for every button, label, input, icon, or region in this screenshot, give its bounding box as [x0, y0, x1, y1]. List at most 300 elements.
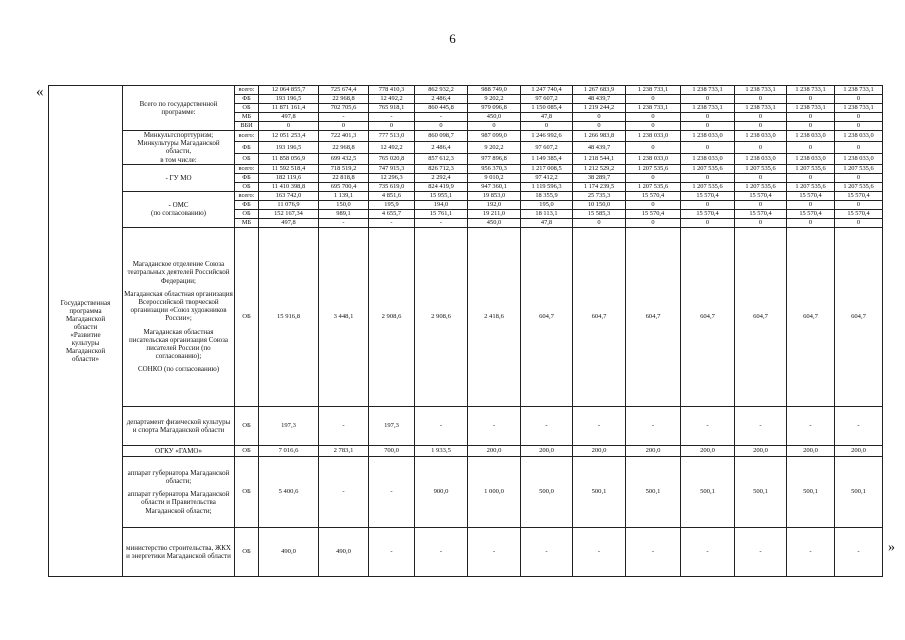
value-cell: 200,0 — [521, 445, 573, 456]
value-cell: 0 — [735, 200, 787, 209]
value-cell: 0 — [787, 218, 835, 227]
value-cell: 1 207 535,6 — [735, 182, 787, 191]
value-cell: 200,0 — [573, 445, 626, 456]
value-cell: 0 — [681, 142, 735, 153]
value-cell: 48 439,7 — [573, 95, 626, 104]
value-cell: 0 — [626, 95, 681, 104]
value-cell: 15 570,4 — [626, 191, 681, 200]
value-cell: 450,0 — [468, 218, 521, 227]
value-cell: 200,0 — [735, 445, 787, 456]
value-cell: 824 419,9 — [415, 182, 468, 191]
value-cell: 1 000,0 — [468, 456, 521, 527]
value-cell: 500,1 — [787, 456, 835, 527]
value-cell: 10 150,0 — [573, 200, 626, 209]
value-cell: 1 207 535,6 — [787, 164, 835, 173]
value-cell: - — [319, 218, 369, 227]
value-cell: 9 202,2 — [468, 142, 521, 153]
value-cell: 1 238 733,1 — [681, 86, 735, 95]
funding-source-cell: ФБ — [235, 200, 259, 209]
value-cell: 200,0 — [626, 445, 681, 456]
value-cell: 0 — [835, 200, 883, 209]
value-cell: - — [835, 406, 883, 445]
value-cell: 18 113,1 — [521, 209, 573, 218]
value-cell: 11 410 398,8 — [259, 182, 319, 191]
table-row — [49, 191, 883, 200]
funding-source-cell: ОБ — [235, 227, 259, 406]
value-cell: 604,7 — [735, 227, 787, 406]
executor-paragraph: СОНКО (по согласованию) — [137, 365, 220, 374]
funding-source-cell: ОБ — [235, 153, 259, 164]
value-cell: 15 570,4 — [626, 209, 681, 218]
value-cell: 97 412,2 — [521, 173, 573, 182]
budget-table — [48, 85, 883, 577]
value-cell: 1 238 733,1 — [735, 104, 787, 113]
value-cell: 1 150 085,4 — [521, 104, 573, 113]
value-cell: 0 — [681, 95, 735, 104]
value-cell: 22 968,8 — [319, 95, 369, 104]
value-cell: 1 238 733,1 — [735, 86, 787, 95]
value-cell: 11 592 518,4 — [259, 164, 319, 173]
value-cell: 0 — [369, 122, 415, 131]
program-name-line: культуры — [71, 338, 100, 347]
value-cell: 12 296,3 — [369, 173, 415, 182]
value-cell: 1 247 740,4 — [521, 86, 573, 95]
value-cell: 1 238 033,0 — [835, 131, 883, 142]
value-cell: 0 — [681, 173, 735, 182]
executor-paragraph: Магаданская областная организация Всероссийской творческой организации «Союз художников России»; — [124, 289, 233, 323]
value-cell: 490,0 — [319, 527, 369, 576]
value-cell: 0 — [787, 113, 835, 122]
executor-cell — [123, 406, 235, 445]
value-cell: 1 266 983,8 — [573, 131, 626, 142]
executor-line: Минкультуры Магаданской — [137, 139, 220, 148]
program-name-line: программа — [69, 306, 102, 315]
value-cell: 1 238 033,0 — [626, 131, 681, 142]
value-cell: - — [319, 113, 369, 122]
value-cell: 490,0 — [259, 527, 319, 576]
program-name-cell — [49, 86, 123, 577]
value-cell: 0 — [681, 122, 735, 131]
value-cell: 0 — [626, 173, 681, 182]
value-cell: 1 207 535,6 — [835, 182, 883, 191]
value-cell: 3 448,1 — [319, 227, 369, 406]
value-cell: 988 749,0 — [468, 86, 521, 95]
value-cell: 860 098,7 — [415, 131, 468, 142]
value-cell: 47,8 — [521, 113, 573, 122]
value-cell: 450,0 — [468, 113, 521, 122]
value-cell: 1 207 535,6 — [735, 164, 787, 173]
value-cell: 1 207 535,6 — [626, 164, 681, 173]
value-cell: 1 149 385,4 — [521, 153, 573, 164]
funding-source-cell: ФБ — [235, 95, 259, 104]
value-cell: 200,0 — [468, 445, 521, 456]
value-cell: 500,1 — [626, 456, 681, 527]
value-cell: 765 918,1 — [369, 104, 415, 113]
funding-source-cell: ОБ — [235, 104, 259, 113]
value-cell: 0 — [626, 218, 681, 227]
value-cell: 25 735,3 — [573, 191, 626, 200]
value-cell: 0 — [681, 113, 735, 122]
value-cell: 2 418,6 — [468, 227, 521, 406]
value-cell: 2 908,6 — [369, 227, 415, 406]
value-cell: 7 016,6 — [259, 445, 319, 456]
value-cell: 0 — [259, 122, 319, 131]
value-cell: 200,0 — [787, 445, 835, 456]
value-cell: 12 492,2 — [369, 95, 415, 104]
value-cell: 200,0 — [681, 445, 735, 456]
value-cell: 0 — [735, 122, 787, 131]
funding-source-cell: ОБ — [235, 406, 259, 445]
value-cell: 0 — [626, 142, 681, 153]
value-cell: 150,0 — [319, 200, 369, 209]
value-cell: 1 238 733,1 — [787, 104, 835, 113]
value-cell: 97 607,2 — [521, 95, 573, 104]
value-cell: 0 — [626, 200, 681, 209]
value-cell: 0 — [735, 173, 787, 182]
value-cell: 15 955,1 — [415, 191, 468, 200]
funding-source-cell: ОБ — [235, 456, 259, 527]
value-cell: 702 705,6 — [319, 104, 369, 113]
value-cell: 15 570,4 — [835, 191, 883, 200]
value-cell: 15 916,8 — [259, 227, 319, 406]
value-cell: 0 — [835, 142, 883, 153]
executor-cell — [123, 131, 235, 165]
value-cell: 0 — [468, 122, 521, 131]
value-cell: 604,7 — [681, 227, 735, 406]
value-cell: 22 818,8 — [319, 173, 369, 182]
value-cell: 1 238 033,0 — [835, 153, 883, 164]
executor-cell — [123, 164, 235, 191]
value-cell: 0 — [735, 113, 787, 122]
value-cell: 1 139,1 — [319, 191, 369, 200]
value-cell: 1 218 544,1 — [573, 153, 626, 164]
value-cell: 777 513,0 — [369, 131, 415, 142]
table-row — [49, 456, 883, 527]
value-cell: 0 — [835, 122, 883, 131]
executor-line: - ГУ МО — [165, 173, 192, 182]
executor-cell — [123, 191, 235, 227]
table-row — [49, 86, 883, 95]
value-cell: 9 010,2 — [468, 173, 521, 182]
executor-paragraph: аппарат губернатора Магаданской области и Правительства Магаданской области; — [127, 490, 230, 515]
value-cell: - — [521, 406, 573, 445]
value-cell: 2 486,4 — [415, 95, 468, 104]
value-cell: 860 445,8 — [415, 104, 468, 113]
value-cell: 0 — [787, 142, 835, 153]
executor-line: программе: — [161, 108, 196, 116]
value-cell: 604,7 — [521, 227, 573, 406]
value-cell: 182 119,6 — [259, 173, 319, 182]
value-cell: - — [369, 456, 415, 527]
value-cell: 194,0 — [415, 200, 468, 209]
program-name-line: области — [73, 322, 98, 331]
value-cell: - — [468, 406, 521, 445]
value-cell: 500,1 — [681, 456, 735, 527]
value-cell: 1 267 683,9 — [573, 86, 626, 95]
executor-line: Минкультспорттуризм; — [143, 131, 214, 139]
value-cell: 18 355,9 — [521, 191, 573, 200]
value-cell: 2 908,6 — [415, 227, 468, 406]
value-cell: 22 968,8 — [319, 142, 369, 153]
value-cell: 1 217 008,5 — [521, 164, 573, 173]
value-cell: 497,8 — [259, 218, 319, 227]
value-cell: - — [835, 527, 883, 576]
value-cell: 500,1 — [573, 456, 626, 527]
executor-paragraph: Магаданская областная писательская организация Союза писателей России (по согласованию); — [128, 327, 228, 361]
value-cell: - — [521, 527, 573, 576]
page-number: 6 — [449, 31, 456, 46]
value-cell: - — [787, 406, 835, 445]
value-cell: 0 — [573, 122, 626, 131]
value-cell: 695 700,4 — [319, 182, 369, 191]
funding-source-cell: ОБ — [235, 445, 259, 456]
value-cell: 12 064 855,7 — [259, 86, 319, 95]
value-cell: 195,9 — [369, 200, 415, 209]
value-cell: 19 853,0 — [468, 191, 521, 200]
executor-line: Всего по государственной — [139, 99, 218, 108]
value-cell: - — [319, 456, 369, 527]
table-row — [49, 527, 883, 576]
value-cell: 1 246 992,6 — [521, 131, 573, 142]
value-cell: 0 — [835, 173, 883, 182]
value-cell: 1 238 733,1 — [835, 104, 883, 113]
value-cell: 1 212 529,2 — [573, 164, 626, 173]
value-cell: 987 099,0 — [468, 131, 521, 142]
value-cell: 193 196,5 — [259, 95, 319, 104]
value-cell: - — [415, 113, 468, 122]
value-cell: 1 238 733,1 — [626, 104, 681, 113]
value-cell: 1 238 033,0 — [735, 131, 787, 142]
value-cell: 735 619,0 — [369, 182, 415, 191]
value-cell: 0 — [521, 122, 573, 131]
value-cell: 192,0 — [468, 200, 521, 209]
value-cell: - — [573, 406, 626, 445]
program-name-line: «Развитие — [70, 330, 101, 339]
value-cell: 15 570,4 — [681, 191, 735, 200]
value-cell: 12 051 253,4 — [259, 131, 319, 142]
value-cell: 0 — [735, 142, 787, 153]
table-row — [49, 131, 883, 142]
value-cell: 15 570,4 — [787, 191, 835, 200]
funding-source-cell: МБ — [235, 218, 259, 227]
value-cell: 1 207 535,6 — [681, 164, 735, 173]
value-cell: 0 — [835, 95, 883, 104]
executor-cell — [123, 527, 235, 576]
value-cell: 497,8 — [259, 113, 319, 122]
value-cell: 15 570,4 — [681, 209, 735, 218]
value-cell: 1 238 733,1 — [787, 86, 835, 95]
value-cell: 500,1 — [735, 456, 787, 527]
funding-source-cell: ВБИ — [235, 122, 259, 131]
value-cell: 1 119 596,3 — [521, 182, 573, 191]
value-cell: 1 207 535,6 — [835, 164, 883, 173]
value-cell: 2 292,4 — [415, 173, 468, 182]
table-row — [49, 227, 883, 406]
value-cell: - — [681, 527, 735, 576]
value-cell: 0 — [787, 173, 835, 182]
value-cell: 1 174 239,5 — [573, 182, 626, 191]
executor-paragraph: Магаданское отделение Союза театральных деятелей Российской Федерации; — [127, 260, 230, 285]
value-cell: - — [369, 527, 415, 576]
value-cell: 0 — [573, 218, 626, 227]
value-cell: 977 896,8 — [468, 153, 521, 164]
funding-source-cell: всего: — [235, 86, 259, 95]
value-cell: 19 211,0 — [468, 209, 521, 218]
value-cell: 1 238 733,1 — [626, 86, 681, 95]
value-cell: - — [573, 527, 626, 576]
table-body — [49, 86, 883, 577]
value-cell: 0 — [735, 218, 787, 227]
executor-paragraph: министерство строительства, ЖКХ и энергетики Магаданской области — [126, 543, 231, 560]
value-cell: 1 238 033,0 — [787, 131, 835, 142]
value-cell: 500,0 — [521, 456, 573, 527]
funding-source-cell: ОБ — [235, 527, 259, 576]
value-cell: 5 400,6 — [259, 456, 319, 527]
funding-source-cell: всего: — [235, 164, 259, 173]
closing-quote: » — [888, 540, 895, 555]
value-cell: 1 238 033,0 — [681, 131, 735, 142]
executor-paragraph: департамент физической культуры и спорта Магаданской области — [126, 417, 231, 434]
funding-source-cell: ФБ — [235, 173, 259, 182]
value-cell: 604,7 — [787, 227, 835, 406]
funding-source-cell: ОБ — [235, 209, 259, 218]
value-cell: - — [626, 527, 681, 576]
value-cell: 48 439,7 — [573, 142, 626, 153]
value-cell: 604,7 — [626, 227, 681, 406]
value-cell: 862 932,2 — [415, 86, 468, 95]
value-cell: 152 167,34 — [259, 209, 319, 218]
value-cell: 15 761,1 — [415, 209, 468, 218]
funding-source-cell: всего: — [235, 191, 259, 200]
funding-source-cell: МБ — [235, 113, 259, 122]
value-cell: 0 — [681, 200, 735, 209]
value-cell: 15 585,3 — [573, 209, 626, 218]
value-cell: 900,0 — [415, 456, 468, 527]
value-cell: 200,0 — [835, 445, 883, 456]
executor-line: - ОМС — [168, 201, 189, 210]
executor-cell — [123, 227, 235, 406]
value-cell: - — [415, 406, 468, 445]
value-cell: 12 492,2 — [369, 142, 415, 153]
value-cell: 826 712,3 — [415, 164, 468, 173]
value-cell: 0 — [681, 218, 735, 227]
value-cell: 604,7 — [573, 227, 626, 406]
value-cell: 197,3 — [369, 406, 415, 445]
executor-cell — [123, 445, 235, 456]
opening-quote: « — [36, 84, 44, 100]
value-cell: 15 570,4 — [735, 191, 787, 200]
executor-line: (по согласованию) — [150, 209, 207, 218]
value-cell: - — [369, 218, 415, 227]
value-cell: 718 519,2 — [319, 164, 369, 173]
value-cell: 0 — [319, 122, 369, 131]
value-cell: 0 — [787, 200, 835, 209]
value-cell: - — [415, 527, 468, 576]
table-row — [49, 445, 883, 456]
executor-paragraph: ОГКУ «ГАМО» — [155, 446, 202, 455]
program-name-line: Магаданской — [65, 314, 106, 323]
funding-source-cell: ФБ — [235, 142, 259, 153]
value-cell: 2 486,4 — [415, 142, 468, 153]
value-cell: 747 915,3 — [369, 164, 415, 173]
value-cell: 722 401,3 — [319, 131, 369, 142]
value-cell: 956 370,3 — [468, 164, 521, 173]
value-cell: 0 — [787, 95, 835, 104]
executor-cell — [123, 86, 235, 131]
value-cell: 765 020,8 — [369, 153, 415, 164]
value-cell: 9 202,2 — [468, 95, 521, 104]
value-cell: 47,8 — [521, 218, 573, 227]
value-cell: 1 238 033,0 — [626, 153, 681, 164]
value-cell: 97 607,2 — [521, 142, 573, 153]
value-cell: 500,1 — [835, 456, 883, 527]
value-cell: 0 — [835, 218, 883, 227]
value-cell: 38 289,7 — [573, 173, 626, 182]
value-cell: 0 — [415, 122, 468, 131]
funding-source-cell: ОБ — [235, 182, 259, 191]
value-cell: 1 238 033,0 — [787, 153, 835, 164]
value-cell: 1 238 733,1 — [681, 104, 735, 113]
value-cell: 1 207 535,6 — [787, 182, 835, 191]
value-cell: 778 410,3 — [369, 86, 415, 95]
program-name-line: Государственная — [60, 298, 111, 307]
value-cell: 0 — [735, 95, 787, 104]
executor-line: в том числе: — [160, 155, 197, 164]
value-cell: 857 612,3 — [415, 153, 468, 164]
value-cell: 15 570,4 — [835, 209, 883, 218]
value-cell: 1 207 535,6 — [626, 182, 681, 191]
value-cell: 0 — [626, 122, 681, 131]
value-cell: - — [319, 406, 369, 445]
value-cell: 1 238 033,0 — [735, 153, 787, 164]
value-cell: 4 851,6 — [369, 191, 415, 200]
value-cell: 195,0 — [521, 200, 573, 209]
value-cell: 4 655,7 — [369, 209, 415, 218]
value-cell: 989,1 — [319, 209, 369, 218]
funding-source-cell: всего: — [235, 131, 259, 142]
program-name-line: области» — [72, 354, 99, 363]
value-cell: 0 — [573, 113, 626, 122]
program-name-line: Магаданской — [65, 346, 106, 355]
value-cell: 1 207 535,6 — [681, 182, 735, 191]
value-cell: - — [735, 527, 787, 576]
value-cell: - — [787, 527, 835, 576]
value-cell: 699 432,5 — [319, 153, 369, 164]
value-cell: 11 858 056,9 — [259, 153, 319, 164]
value-cell: - — [626, 406, 681, 445]
value-cell: 1 238 733,1 — [835, 86, 883, 95]
value-cell: 0 — [835, 113, 883, 122]
value-cell: 1 933,5 — [415, 445, 468, 456]
executor-paragraph: аппарат губернатора Магаданской области; — [127, 468, 230, 485]
value-cell: - — [735, 406, 787, 445]
executor-cell — [123, 456, 235, 527]
value-cell: 197,3 — [259, 406, 319, 445]
value-cell: 979 096,8 — [468, 104, 521, 113]
table-row — [49, 164, 883, 173]
value-cell: 193 196,5 — [259, 142, 319, 153]
table-row — [49, 406, 883, 445]
value-cell: - — [369, 113, 415, 122]
value-cell: 700,0 — [369, 445, 415, 456]
value-cell: 1 219 244,2 — [573, 104, 626, 113]
value-cell: 15 570,4 — [735, 209, 787, 218]
value-cell: 11 076,9 — [259, 200, 319, 209]
value-cell: 163 742,0 — [259, 191, 319, 200]
value-cell: 1 238 033,0 — [681, 153, 735, 164]
value-cell: - — [468, 527, 521, 576]
value-cell: - — [681, 406, 735, 445]
